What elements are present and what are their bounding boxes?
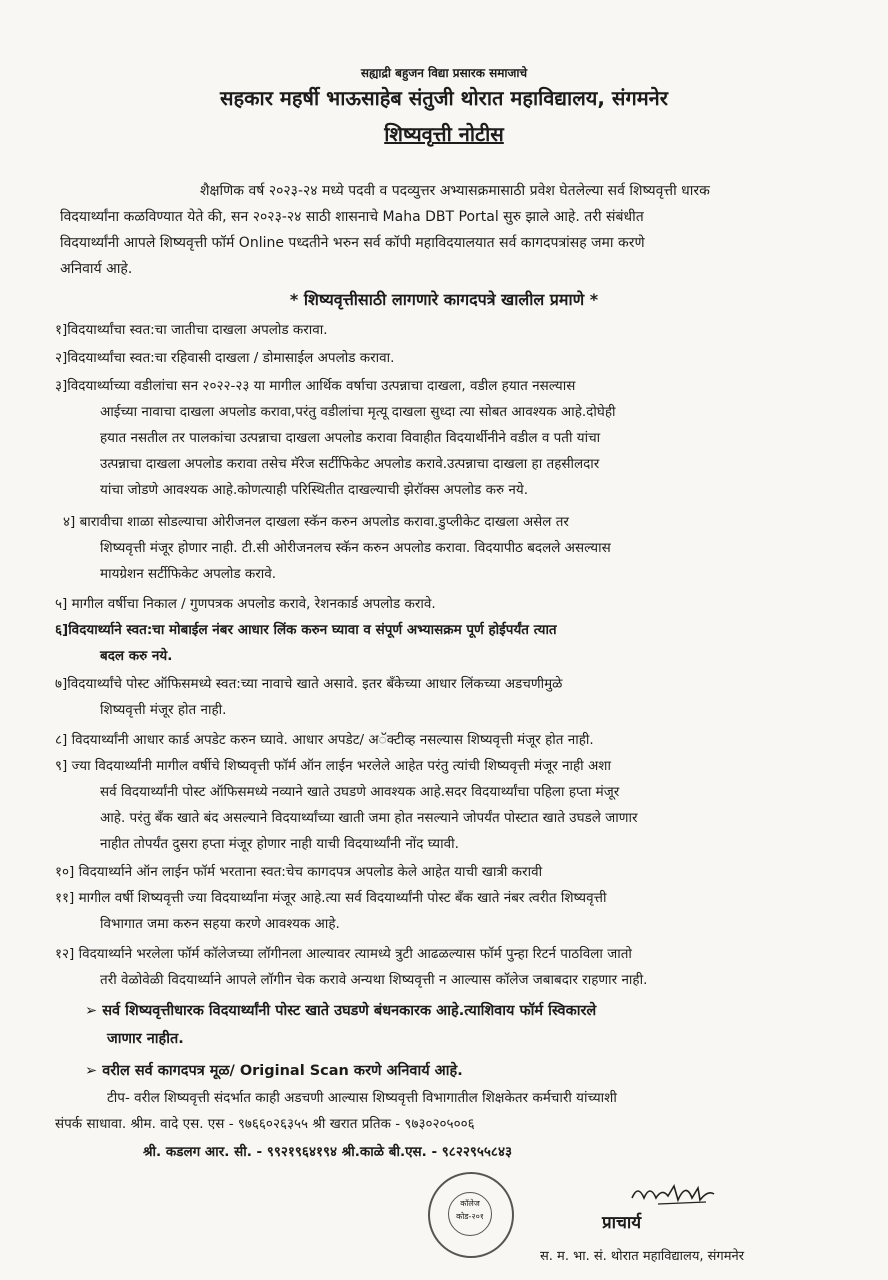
list-item-continuation: उत्पन्नाचा दाखला अपलोड करावा तसेच मॅरेज सर्टीफिकेट अपलोड करावे.उत्पन्नाचा दाखला हा तहसीलदार <box>100 456 600 472</box>
list-item: १०] विदयार्थ्याने ऑन लाईन फॉर्म भरताना स्वत:चेच कागदपत्र अपलोड केले आहेत याची खात्री करावी <box>55 864 543 880</box>
list-item: ६]विदयार्थ्याने स्वत:चा मोबाईल नंबर आधार लिंक करुन घ्यावा व संपूर्ण अभ्यासक्रम पूर्ण होईपर्यंत त्यात <box>55 622 557 638</box>
list-item-continuation: आईच्या नावाचा दाखला अपलोड करावा,परंतु वडीलांचा मृत्यू दाखला सुध्दा त्या सोबत आवश्यक आहे.दोघेही <box>100 404 616 420</box>
list-item-continuation: हयात नसतील तर पालकांचा उत्पन्नाचा दाखला अपलोड करावा विवाहीत विदयार्थीनीने वडील व पती यांचा <box>100 430 601 446</box>
list-item: ८] विदयार्थ्यांनी आधार कार्ड अपडेट करुन घ्यावे. आधार अपडेट/ अॅक्टीव्ह नसल्यास शिष्यवृत्ती मंजूर होत नाही. <box>55 732 594 748</box>
contact-note: टीप- वरील शिष्यवृत्ती संदर्भात काही अडचणी आल्यास शिष्यवृत्ती विभागातील शिक्षकेतर कर्मचारी यांच्याशी <box>107 1090 617 1106</box>
college-seal-center <box>448 1192 492 1236</box>
documents-subheading: * शिष्यवृत्तीसाठी लागणारे कागदपत्रे खालील प्रमाणे * <box>289 290 599 309</box>
notice-title <box>0 120 888 147</box>
society-name: सह्याद्री बहुजन विद्या प्रसारक समाजाचे <box>360 66 528 80</box>
list-item: ११] मागील वर्षी शिष्यवृत्ती ज्या विदयार्थ्यांना मंजूर आहे.त्या सर्व विदयार्थ्यांनी पोस्ट बँक खाते नंबर त्वरीत शिष्यवृत्ती <box>55 890 607 906</box>
list-item-continuation: यांचा जोडणे आवश्यक आहे.कोणत्याही परिस्थितीत दाखल्याची झेरॉक्स अपलोड करु नये. <box>100 482 529 498</box>
list-item-continuation: मायग्रेशन सर्टीफिकेट अपलोड करावे. <box>100 566 277 582</box>
list-item-continuation: आहे. परंतु बँक खाते बंद असल्याने विदयार्थ्यांच्या खाती जमा होत नसल्याने जोपर्यंत पोस्टात खाते उघडले जाणार <box>100 810 638 826</box>
contact-line: श्री. कडलग आर. सी. - ९९२१९६४१९४ श्री.काळे बी.एस. - ९८२२९५५८४३ <box>143 1144 512 1160</box>
list-item-continuation: शिष्यवृत्ती मंजूर होणार नाही. टी.सी ओरीजनलच स्कॅन करुन अपलोड करावा. विदयापीठ बदलले असल्यास <box>100 540 611 556</box>
list-item-continuation: नाहीत तोपर्यंत दुसरा हप्ता मंजूर होणार नाही याची विदयार्थ्यांनी नोंद घ्यावी. <box>100 836 459 852</box>
seal-text: कॉलेज <box>460 1199 480 1208</box>
list-item-continuation: तरी वेळोवेळी विदयार्थ्याने आपले लॉगीन चेक करावे अन्यथा शिष्यवृत्ती न आल्यास कॉलेज जबाबदार राहणार नाही. <box>100 972 648 988</box>
bullet-note: ➢ सर्व शिष्यवृत्तीधारक विदयार्थ्यांनी पोस्ट खाते उघडणे बंधनकारक आहे.त्याशिवाय फॉर्म स्विकारले <box>85 1003 597 1019</box>
list-item: ३]विदयार्थ्याच्या वडीलांचा सन २०२२-२३ या मागील आर्थिक वर्षाचा उत्पन्नाचा दाखला, वडील हयात नसल्यास <box>55 378 576 394</box>
list-item-continuation: विभागात जमा करुन सहया करणे आवश्यक आहे. <box>100 916 340 932</box>
list-item: ७]विदयार्थ्यांचे पोस्ट ऑफिसमध्ये स्वत:च्या नावाचे खाते असावे. इतर बँकेच्या आधार लिंकच्या अडचणीमुळे <box>55 676 563 692</box>
list-item: ९] ज्या विदयार्थ्यांनी मागील वर्षीचे शिष्यवृत्ती फॉर्म ऑन लाईन भरलेले आहेत परंतु त्यांची शिष्यवृत्ती मंजूर नाही अशा <box>55 758 611 774</box>
bullet-note: ➢ वरील सर्व कागदपत्र मूळ/ Original Scan करणे अनिवार्य आहे. <box>85 1063 463 1079</box>
list-item-continuation: सर्व विदयार्थ्यांनी पोस्ट ऑफिसमध्ये नव्याने खाते उघडणे आवश्यक आहे.सदर विदयार्थ्यांचा पहिला हप्ता मंजूर <box>100 784 620 800</box>
seal-text: कोड-२०१ <box>456 1212 484 1221</box>
list-item: २]विदयार्थ्यांचा स्वत:चा रहिवासी दाखला / डोमासाईल अपलोड करावा. <box>55 350 395 366</box>
intro-line: विदयार्थ्यांना कळविण्यात येते की, सन २०२३-२४ साठी शासनाचे Maha DBT Portal सुरु झाले आहे. तरी संबंधीत <box>60 209 644 225</box>
college-seal <box>428 1172 514 1258</box>
list-item: १]विदयार्थ्यांचा स्वत:चा जातीचा दाखला अपलोड करावा. <box>55 322 328 338</box>
list-item-continuation: बदल करु नये. <box>100 648 173 664</box>
list-item: ४] बारावीचा शाळा सोडल्याचा ओरीजनल दाखला स्कॅन करुन अपलोड करावा.डुप्लीकेट दाखला असेल तर <box>63 514 569 530</box>
list-item: १२] विदयार्थ्याने भरलेला फॉर्म कॉलेजच्या लॉगीनला आल्यावर त्यामध्ये त्रुटी आढळल्यास फॉर्म पुन्हा रिटर्न पाठविला जातो <box>55 946 632 962</box>
intro-line: विदयार्थ्यांनी आपले शिष्यवृत्ती फॉर्म Online पध्दतीने भरुन सर्व कॉपी महाविदयालयात सर्व कागदपत्रांसह जमा करणे <box>60 235 645 251</box>
bullet-note-continuation: जाणार नाहीत. <box>107 1031 184 1047</box>
list-item: ५] मागील वर्षीचा निकाल / गुणपत्रक अपलोड करावे, रेशनकार्ड अपलोड करावे. <box>55 596 436 612</box>
principal-signature <box>628 1178 718 1208</box>
college-name: सहकार महर्षी भाऊसाहेब संतुजी थोरात महाविद्यालय, संगमनेर <box>220 86 668 110</box>
contact-line: संपर्क साधावा. श्रीम. वादे एस. एस - ९७६६०२६३५५ श्री खरात प्रतिक - ९७३०२०५००६ <box>55 1116 475 1132</box>
intro-line: शैक्षणिक वर्ष २०२३-२४ मध्ये पदवी व पदव्युत्तर अभ्यासक्रमासाठी प्रवेश घेतलेल्या सर्व शिष्यवृत्ती धारक <box>200 183 710 199</box>
college-footer: स. म. भा. सं. थोरात महाविद्यालय, संगमनेर <box>540 1249 745 1264</box>
intro-line: अनिवार्य आहे. <box>60 261 133 277</box>
list-item-continuation: शिष्यवृत्ती मंजूर होत नाही. <box>100 702 227 718</box>
intro-paragraph <box>60 178 850 282</box>
notice-title-text: शिष्यवृत्ती नोटीस <box>384 122 504 146</box>
principal-designation: प्राचार्य <box>602 1213 642 1233</box>
